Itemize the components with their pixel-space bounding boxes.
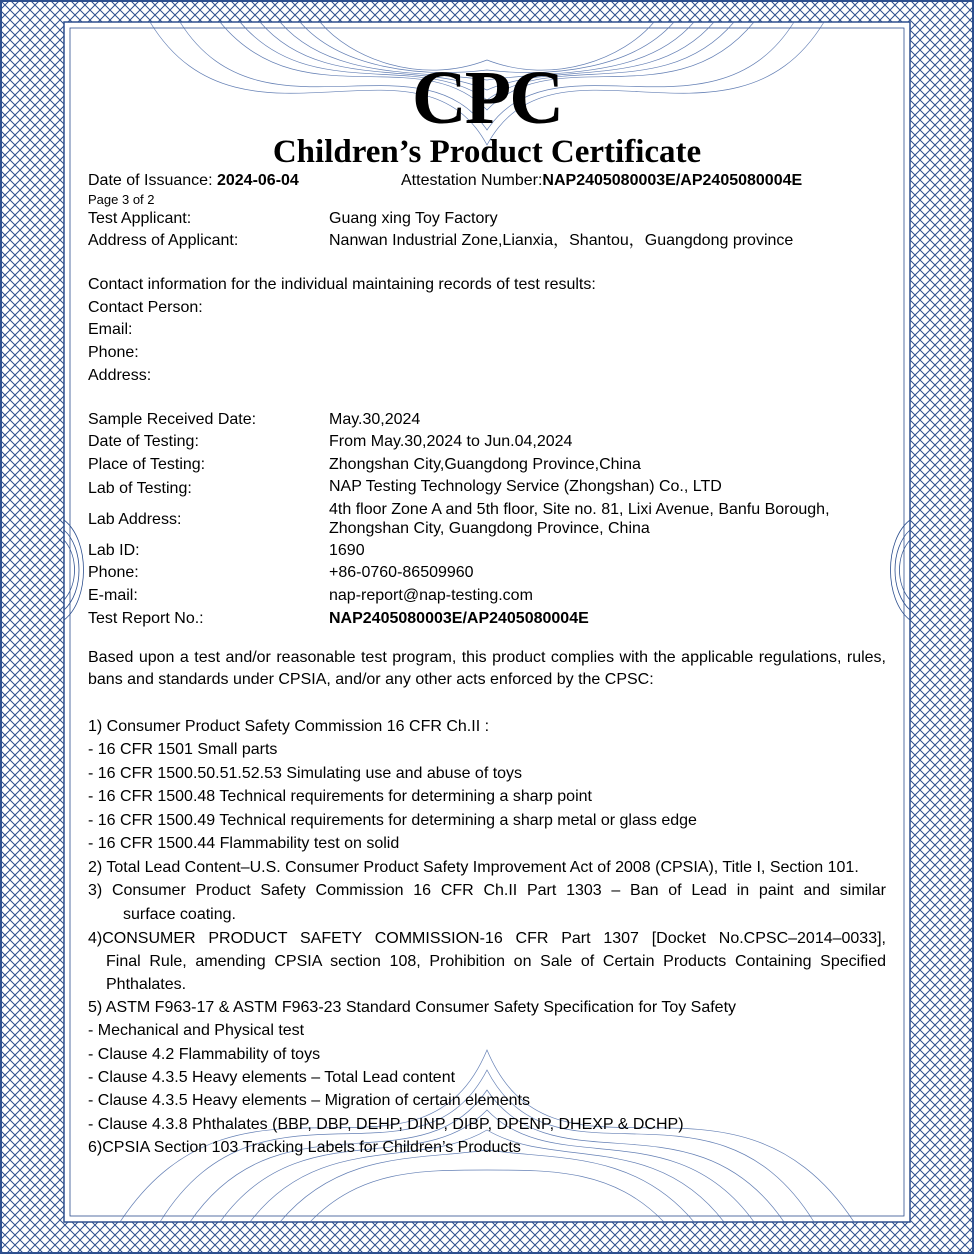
lab-phone-label: Phone:: [88, 564, 139, 581]
lab-email-label: E-mail:: [88, 587, 138, 604]
lab-of-testing-value: NAP Testing Technology Service (Zhongshan) Co., LTD: [329, 478, 722, 495]
lab-phone-value: +86-0760-86509960: [329, 564, 474, 581]
test-applicant-value: Guang xing Toy Factory: [329, 210, 498, 227]
place-of-testing-label: Place of Testing:: [88, 456, 206, 473]
regulation-5b: - Clause 4.2 Flammability of toys: [88, 1046, 321, 1063]
issuance-date: 2024-06-04: [216, 172, 299, 189]
sample-received-value: May.30,2024: [329, 411, 421, 428]
regulation-1c: - 16 CFR 1500.48 Technical requirements for determining a sharp point: [88, 788, 592, 805]
lab-id-label: Lab ID:: [88, 542, 140, 559]
date-of-testing-value: From May.30,2024 to Jun.04,2024: [329, 433, 573, 450]
regulation-5c: - Clause 4.3.5 Heavy elements – Total Lead content: [88, 1069, 456, 1086]
attestation-label: Attestation Number:: [401, 172, 543, 189]
lab-of-testing-label: Lab of Testing:: [88, 480, 192, 497]
lab-email-value: nap-report@nap-testing.com: [329, 587, 533, 604]
lab-address-label: Lab Address:: [88, 511, 182, 528]
contact-person-label: Contact Person:: [88, 299, 203, 316]
regulation-2: 2) Total Lead Content–U.S. Consumer Product Safety Improvement Act of 2008 (CPSIA), Title I, Section 101.: [88, 859, 859, 876]
contact-phone-label: Phone:: [88, 344, 139, 361]
regulation-1b: - 16 CFR 1500.50.51.52.53 Simulating use and abuse of toys: [88, 765, 523, 782]
contact-address-label: Address:: [88, 367, 152, 384]
regulation-1d: - 16 CFR 1500.49 Technical requirements for determining a sharp metal or glass edge: [88, 812, 697, 829]
lab-address-line1: 4th floor Zone A and 5th floor, Site no. 81, Lixi Avenue, Banfu Borough,: [329, 501, 830, 518]
contact-heading: Contact information for the individual maintaining records of test results:: [88, 276, 596, 293]
compliance-statement: Based upon a test and/or reasonable test program, this product complies with the applicable regulations, rules, bans and standards under CPSIA, and/or any other acts enforced by the CPSC:: [88, 649, 886, 688]
regulation-4-line3: Phthalates.: [106, 976, 187, 993]
regulation-1e: - 16 CFR 1500.44 Flammability test on solid: [88, 835, 400, 852]
regulation-4-line2: Final Rule, amending CPSIA section 108, Prohibition on Sale of Certain Products Containing Specified: [106, 953, 886, 970]
regulation-3-line2: surface coating.: [123, 906, 236, 923]
regulation-4: [88, 927, 886, 996]
cpc-heading: CPC: [411, 56, 563, 140]
applicant-address-value: Nanwan Industrial Zone,Lianxia，Shantou，Guangdong province: [329, 232, 794, 249]
regulation-3: [88, 880, 886, 926]
test-report-label: Test Report No.:: [88, 610, 204, 627]
regulation-4-line1: 4)CONSUMER PRODUCT SAFETY COMMISSION-16 CFR Part 1307 [Docket No.CPSC–2014–0033],: [88, 930, 886, 947]
contact-email-label: Email:: [88, 321, 133, 338]
regulation-5d: - Clause 4.3.5 Heavy elements – Migration of certain elements: [88, 1092, 530, 1109]
regulation-6: 6)CPSIA Section 103 Tracking Labels for Children’s Products: [88, 1139, 521, 1156]
page-info: Page 3 of 2: [88, 192, 155, 207]
issuance-row: [88, 171, 299, 191]
certificate-title: Children’s Product Certificate: [272, 134, 702, 170]
regulation-1a: - 16 CFR 1501 Small parts: [88, 741, 278, 758]
attestation-number: NAP2405080003E/AP2405080004E: [542, 172, 803, 189]
sample-received-label: Sample Received Date:: [88, 411, 257, 428]
test-applicant-label: Test Applicant:: [88, 210, 192, 227]
test-report-value: NAP2405080003E/AP2405080004E: [329, 610, 589, 627]
date-of-testing-label: Date of Testing:: [88, 433, 199, 450]
place-of-testing-value: Zhongshan City,Guangdong Province,China: [329, 456, 641, 473]
lab-address-line2: Zhongshan City, Guangdong Province, China: [329, 520, 650, 537]
regulation-5: 5) ASTM F963-17 & ASTM F963-23 Standard Consumer Safety Specification for Toy Safety: [88, 999, 737, 1016]
regulation-5a: - Mechanical and Physical test: [88, 1022, 305, 1039]
attestation-row: [401, 171, 802, 191]
applicant-address-label: Address of Applicant:: [88, 232, 239, 249]
regulation-5e: - Clause 4.3.8 Phthalates (BBP, DBP, DEHP, DINP, DIBP, DPENP, DHEXP & DCHP): [88, 1116, 684, 1133]
lab-id-value: 1690: [329, 542, 365, 559]
issuance-label: Date of Issuance:: [88, 172, 217, 189]
regulation-1: 1) Consumer Product Safety Commission 16 CFR Ch.II :: [88, 718, 490, 735]
regulation-3-line1: 3) Consumer Product Safety Commission 16 CFR Ch.II Part 1303 – Ban of Lead in paint and similar: [88, 882, 886, 899]
